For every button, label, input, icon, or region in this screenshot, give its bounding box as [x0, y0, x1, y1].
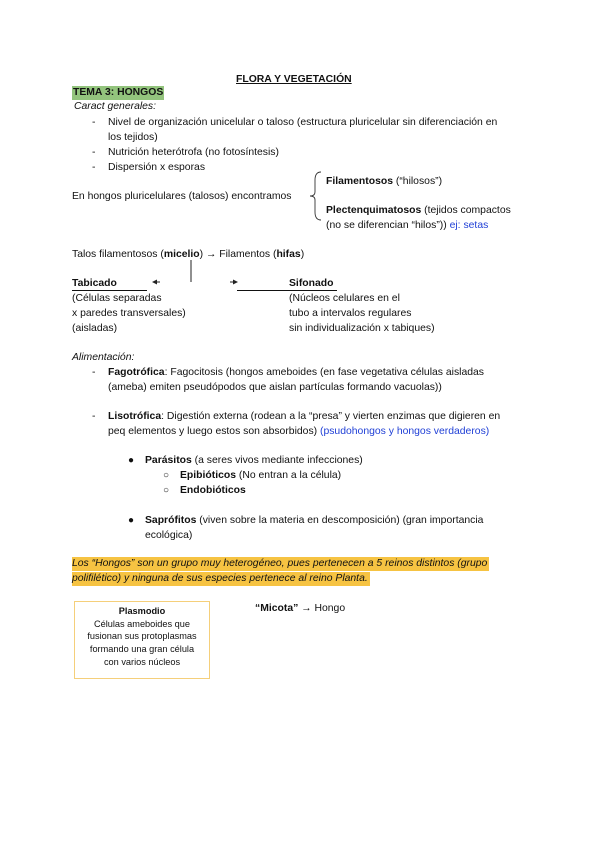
- plasmodio-box: [74, 601, 210, 679]
- parasitos-label: Parásitos: [145, 455, 192, 466]
- caract-heading: Caract generales:: [74, 101, 157, 112]
- highlight-note: Los “Hongos” son un grupo muy heterogéneo, pues pertenecen a 5 reinos distintos (grupo: [72, 557, 489, 571]
- tabicado-desc: (Células separadas: [72, 293, 162, 304]
- plect-desc-2: (no se diferencian “hilos”)): [326, 220, 450, 231]
- endobioticos-label: Endobióticos: [180, 485, 246, 496]
- sifonado-heading: Sifonado: [289, 278, 334, 289]
- tabicado-heading: [72, 277, 117, 291]
- lisotrofica-note: (psudohongos y hongos verdaderos): [319, 426, 490, 437]
- page-title: FLORA Y VEGETACIÓN: [236, 74, 352, 85]
- bullet-dash: -: [92, 411, 96, 422]
- plectenquimatosos-desc: (tejidos compactos: [421, 205, 511, 216]
- talos-text: ): [300, 249, 305, 260]
- plasmodio-title: Plasmodio: [118, 606, 166, 616]
- micota-line: [255, 602, 345, 616]
- tabicado-desc: x paredes transversales): [72, 308, 186, 319]
- fagotrofica-label: Fagotrófica: [108, 367, 165, 378]
- plasmodio-line: Células ameboides que: [93, 618, 191, 629]
- brace-icon: [307, 170, 325, 222]
- split-arrows-icon: [150, 258, 290, 292]
- plasmodio-line: fusionan sus protoplasmas: [87, 631, 197, 642]
- bullet-dash: -: [92, 147, 96, 158]
- plasmodio-line: con varios núcleos: [103, 656, 181, 667]
- sifonado-desc: sin individualización x tabiques): [289, 323, 435, 334]
- micelio-term: micelio: [163, 249, 200, 260]
- section-heading: TEMA 3: HONGOS: [72, 86, 164, 100]
- bullet-circle-icon: ○: [163, 470, 170, 481]
- saprofitos-desc-2: ecológica): [145, 530, 193, 541]
- bullet-dot-icon: ●: [128, 455, 135, 466]
- epibioticos-desc: (No entran a la célula): [236, 470, 342, 481]
- epibioticos-label: Epibióticos: [180, 470, 236, 481]
- lisotrofica-item: [108, 410, 500, 424]
- plectenquimatosos-line2: [326, 219, 488, 233]
- fagotrofica-desc-2: (ameba) emiten pseudópodos que aislan partículas formando vacuolas)): [108, 382, 442, 393]
- list-item: Nivel de organización unicelular o taloso (estructura pluricelular sin diferenciación en: [108, 117, 498, 128]
- bullet-dash: -: [92, 117, 96, 128]
- filamentosos-item: [326, 175, 442, 189]
- bullet-dot-icon: ●: [128, 515, 135, 526]
- saprofitos-label: Saprófitos: [145, 515, 197, 526]
- filamentosos-desc: (“hilosos”): [392, 176, 443, 187]
- plect-example: ej: setas: [449, 220, 489, 231]
- list-item: Nutrición heterótrofa (no fotosíntesis): [108, 147, 279, 158]
- bullet-circle-icon: ○: [163, 485, 170, 496]
- epibioticos-item: [180, 469, 341, 483]
- parasitos-item: [145, 454, 363, 468]
- fagotrofica-item: [108, 366, 484, 380]
- saprofitos-desc: (viven sobre la materia en descomposición) (gran importancia: [196, 515, 484, 526]
- parasitos-desc: (a seres vivos mediante infecciones): [191, 455, 363, 466]
- plasmodio-line: formando una gran célula: [89, 644, 195, 655]
- filamentosos-label: Filamentosos: [326, 176, 393, 187]
- talos-text: Talos filamentosos (: [72, 249, 164, 260]
- plectenquimatosos-label: Plectenquimatosos: [326, 205, 422, 216]
- sifonado-desc: (Núcleos celulares en el: [289, 293, 400, 304]
- bullet-dash: -: [92, 367, 96, 378]
- tabicado-desc: (aisladas): [72, 323, 118, 334]
- plectenquimatosos-item: [326, 204, 511, 218]
- highlight-note: polifilético) y ninguna de sus especies pertenece al reino Planta.: [72, 572, 370, 586]
- list-item: Dispersión x esporas: [108, 162, 206, 173]
- talos-text: ) → Filamentos (: [199, 249, 277, 260]
- lisotrofica-line2: [108, 425, 489, 439]
- fagotrofica-desc: : Fagocitosis (hongos ameboides (en fase vegetativa células aisladas: [164, 367, 484, 378]
- hifas-term: hifas: [276, 249, 301, 260]
- bullet-dash: -: [92, 162, 96, 173]
- saprofitos-item: [145, 514, 483, 528]
- lisotrofica-desc-2: peq elementos y luego estos son absorbidos): [108, 426, 320, 437]
- list-item-cont: los tejidos): [108, 132, 158, 143]
- alimentacion-heading: Alimentación:: [72, 352, 135, 363]
- sifonado-desc: tubo a intervalos regulares: [289, 308, 412, 319]
- lisotrofica-desc: : Digestión externa (rodean a la “presa” y vierten enzimas que digieren en: [161, 411, 501, 422]
- lisotrofica-label: Lisotrófica: [108, 411, 162, 422]
- micota-desc: → Hongo: [298, 603, 346, 614]
- tabicado-label: Tabicado: [72, 278, 117, 289]
- pluri-intro: En hongos pluricelulares (talosos) encontramos: [72, 191, 292, 202]
- tabicado-underline: [72, 290, 147, 291]
- micota-term: “Micota”: [255, 603, 299, 614]
